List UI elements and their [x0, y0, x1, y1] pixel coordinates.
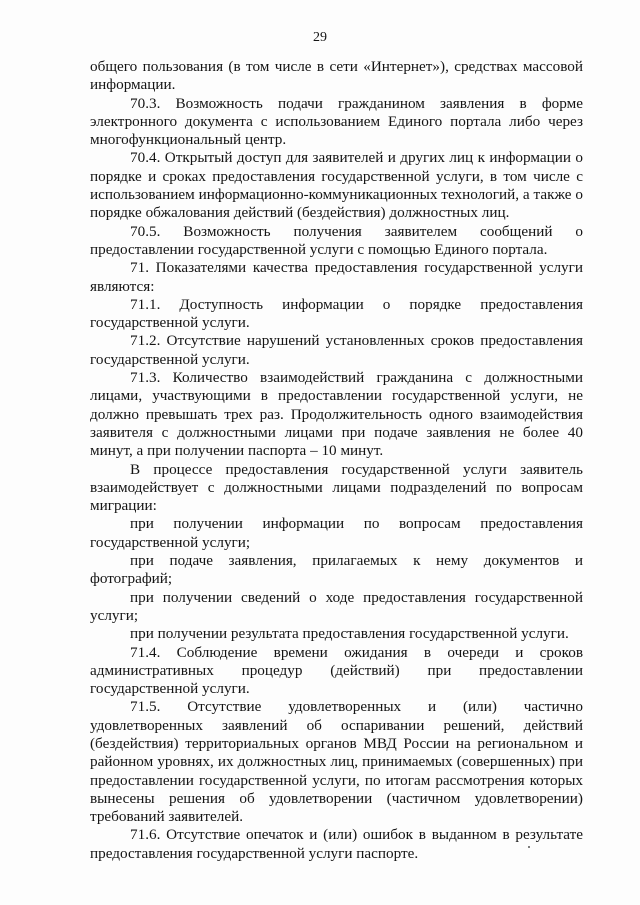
page-number: 29 [313, 30, 327, 45]
paragraph-71-1: 71.1. Доступность информации о порядке предоставления государственной услуги. [90, 295, 583, 332]
list-item-application-submission: при подаче заявления, прилагаемых к нему документов и фотографий; [90, 552, 583, 588]
paragraph-71-2: 71.2. Отсутствие нарушений установленных сроков предоставления государственной услуги. [90, 332, 583, 368]
list-item-result-receipt: при получении результата предоставления государственной услуги. [130, 625, 569, 643]
paragraph-70-4: 70.4. Открытый доступ для заявителей и других лиц к информации о порядке и сроках предоставления государственной услуги, в том числе с использованием информационно-коммуникационных технологий, а также о порядке обжалования действий (бездействия) должностных лиц. [90, 149, 583, 222]
list-item-info-request: при получении информации по вопросам предоставления государственной услуги; [90, 515, 583, 551]
paragraph-71-5: 71.5. Отсутствие удовлетворенных и (или) частично удовлетворенных заявлений об оспаривании решений, действий (бездействия) территориальных органов МВД России на региональном и районном уровнях, их должностных лиц, принимаемых (совершенных) при предоставлении государственной услуги, по итогам рассмотрения которых вынесены решения об удовлетворении (частичном удовлетворении) требований заявителей. [90, 698, 583, 826]
paragraph-70-5: 70.5. Возможность получения заявителем сообщений о предоставлении государственной услуги с помощью Единого портала. [90, 222, 583, 258]
paragraph-71-4: 71.4. Соблюдение времени ожидания в очереди и сроков административных процедур (действий) при предоставлении государственной услуги. [90, 643, 583, 698]
scan-speck [528, 846, 530, 848]
paragraph-interaction-intro: В процессе предоставления государственной услуги заявитель взаимодействует с должностными лицами подразделений по вопросам миграции: [90, 460, 583, 515]
paragraph-continuation: общего пользования (в том числе в сети «Интернет»), средствах массовой информации. [90, 58, 583, 94]
paragraph-71: 71. Показателями качества предоставления государственной услуги являются: [90, 259, 583, 295]
list-item-status-info: при получении сведений о ходе предоставления государственной услуги; [90, 588, 583, 624]
paragraph-70-3: 70.3. Возможность подачи гражданином заявления в форме электронного документа с использованием Единого портала либо через многофункциональный центр. [90, 94, 583, 149]
paragraph-71-6: 71.6. Отсутствие опечаток и (или) ошибок в выданном в результате предоставления государственной услуги паспорте. [90, 826, 583, 862]
paragraph-71-3: 71.3. Количество взаимодействий гражданина с должностными лицами, участвующими в предоставлении государственной услуги, не должно превышать трех раз. Продолжительность одного взаимодействия заявителя с должностными лицами при подаче заявления не более 40 минут, а при получении паспорта – 10 минут. [90, 369, 583, 460]
document-body [90, 58, 583, 863]
